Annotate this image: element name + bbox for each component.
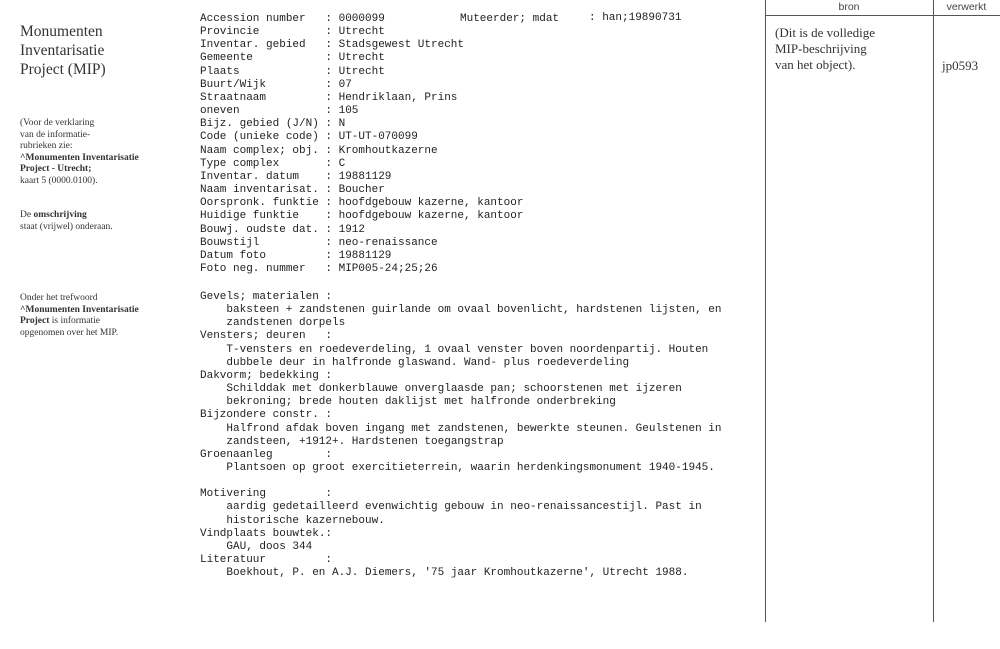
section-line: bekroning; brede houten daklijst met halfronde onderbreking (226, 396, 616, 409)
field-row (200, 197, 523, 210)
bron-header: bron (838, 1, 860, 13)
field-colon: : (325, 26, 333, 39)
field-row (200, 237, 523, 250)
field-value: C (338, 157, 346, 170)
field-colon: : (325, 210, 333, 223)
verwerkt-code: jp0593 (942, 58, 979, 73)
field-colon: : (325, 65, 333, 78)
field-label: Straatnaam (200, 91, 267, 104)
section-line: Boekhout, P. en A.J. Diemers, '75 jaar Kromhoutkazerne', Utrecht 1988. (226, 567, 689, 580)
field-colon: : (325, 197, 333, 210)
field-row (200, 158, 523, 171)
note-line: kaart 5 (0000.0100). (20, 175, 98, 186)
note-bold: omschrijving (33, 210, 87, 220)
section-heading: Groenaanleg : (200, 448, 333, 461)
section-line: Halfrond afdak boven ingang met zandstenen, bewerkte steunen. Geulstenen in (226, 422, 722, 435)
field-value: hoofdgebouw kazerne, kantoor (338, 197, 524, 210)
field-colon: : (325, 144, 333, 157)
note-line: Onder het trefwoord (20, 293, 98, 303)
field-value: Utrecht (338, 26, 385, 39)
note-text: is informatie (49, 316, 101, 326)
section-line: T-vensters en roedeverdeling, 1 ovaal venster boven noordenpartij. Houten (226, 343, 709, 356)
section-line: baksteen + zandstenen guirlande om ovaal bovenlicht, hardstenen lijsten, en (226, 304, 722, 317)
field-value: 105 (338, 105, 359, 118)
field-value: Kromhoutkazerne (338, 144, 438, 157)
field-label: Datum foto (200, 249, 267, 262)
field-value: 1912 (338, 223, 365, 236)
field-row (200, 263, 523, 276)
description (200, 291, 721, 580)
bron-text (775, 25, 875, 73)
column-divider (765, 0, 766, 622)
field-row (200, 79, 523, 92)
field-value: Boucher (338, 184, 385, 197)
field-label: Gemeente (200, 52, 253, 65)
section-heading: Bijzondere constr. : (200, 409, 333, 422)
field-row (200, 66, 523, 79)
section-line: Schilddak met donkerblauwe onverglaasde pan; schoorstenen met ijzeren (226, 383, 682, 396)
field-label: Huidige funktie (200, 210, 300, 223)
field-value: 07 (338, 78, 352, 91)
field-label: Inventar. gebied (200, 39, 306, 52)
field-label: Plaats (200, 65, 240, 78)
field-value: MIP005-24;25;26 (338, 262, 438, 275)
field-label: Inventar. datum (200, 170, 300, 183)
field-row (200, 52, 523, 65)
field-label: Bijz. gebied (J/N) (200, 118, 319, 131)
field-row (200, 171, 523, 184)
bron-line: MIP-beschrijving (775, 41, 867, 56)
note-line: ^Monumenten Inventarisatie (20, 304, 139, 315)
field-row (200, 26, 523, 39)
field-value: Utrecht (338, 65, 385, 78)
field-label: Accession number (200, 13, 306, 25)
field-label: Bouwj. oudste dat. (200, 223, 319, 236)
section-line: zandstenen dorpels (226, 317, 346, 330)
field-colon: : (325, 105, 333, 118)
field-value: 0000099 (338, 13, 385, 25)
column-divider (933, 0, 934, 622)
field-colon: : (325, 91, 333, 104)
note-keyword (20, 293, 139, 339)
section-line: dubbele deur in halfronde glaswand. Wand- plus roedeverdeling (226, 356, 630, 369)
muteerder-value: : han;19890731 (589, 12, 682, 24)
field-row (200, 39, 523, 52)
field-row (200, 224, 523, 237)
section-line: GAU, doos 344 (226, 540, 313, 553)
muteerder-label: Muteerder; mdat (460, 13, 560, 25)
record-fields (200, 13, 523, 276)
section-line: zandsteen, +1912+. Hardstenen toegangstrap (226, 435, 504, 448)
section-heading: Literatuur : (200, 553, 333, 566)
section-line: aardig gedetailleerd evenwichtig gebouw in neo-renaissancestijl. Past in (226, 501, 702, 514)
field-colon: : (325, 52, 333, 65)
field-row (200, 250, 523, 263)
field-colon: : (325, 236, 333, 249)
field-row (200, 118, 523, 131)
header-divider (765, 15, 1000, 16)
section-line: Plantsoen op groot exercitieterrein, waarin herdenkingsmonument 1940-1945. (226, 462, 715, 475)
field-value: neo-renaissance (338, 236, 438, 249)
field-colon: : (325, 262, 333, 275)
field-row (200, 210, 523, 223)
field-value: N (338, 118, 346, 131)
note-line: van de informatie- (20, 129, 91, 140)
field-value: Utrecht (338, 52, 385, 65)
field-label: Provincie (200, 26, 260, 39)
field-label: Buurt/Wijk (200, 78, 267, 91)
field-value: hoofdgebouw kazerne, kantoor (338, 210, 524, 223)
title-line: Project (MIP) (20, 61, 106, 78)
field-row (200, 105, 523, 118)
section-heading: Vensters; deuren : (200, 330, 333, 343)
note-text: De (20, 210, 34, 220)
verwerkt-header: verwerkt (946, 1, 987, 13)
field-colon: : (325, 249, 333, 262)
field-value: 19881129 (338, 249, 392, 262)
field-label: Type complex (200, 157, 280, 170)
field-label: Foto neg. nummer (200, 262, 306, 275)
field-row (200, 145, 523, 158)
field-label: Code (unieke code) (200, 131, 319, 144)
field-colon: : (325, 170, 333, 183)
field-colon: : (325, 118, 333, 131)
note-line: rubrieken zie: (20, 141, 73, 151)
page-title (20, 22, 106, 79)
bron-line: van het object). (775, 57, 856, 72)
field-colon: : (325, 131, 333, 144)
field-colon: : (325, 157, 333, 170)
section-line: historische kazernebouw. (226, 514, 385, 527)
field-label: Naam complex; obj. (200, 144, 319, 157)
field-value: UT-UT-070099 (338, 131, 418, 144)
field-colon: : (325, 184, 333, 197)
title-line: Inventarisatie (20, 42, 105, 59)
bron-line: (Dit is de volledige (775, 25, 876, 40)
field-label: Naam inventarisat. (200, 184, 319, 197)
field-label: oneven (200, 105, 240, 118)
field-colon: : (325, 13, 333, 25)
note-reference (20, 118, 139, 187)
note-line: ^Monumenten Inventarisatie (20, 152, 139, 163)
field-value: Stadsgewest Utrecht (338, 39, 465, 52)
field-row (200, 92, 523, 105)
note-line: staat (vrijwel) onderaan. (20, 221, 113, 232)
field-row (200, 184, 523, 197)
field-colon: : (325, 78, 333, 91)
section-heading: Vindplaats bouwtek.: (200, 527, 333, 540)
field-label: Bouwstijl (200, 236, 260, 249)
note-line: opgenomen over het MIP. (20, 327, 119, 338)
section-heading: Motivering : (200, 488, 333, 501)
field-label: Oorspronk. funktie (200, 197, 319, 210)
field-value: Hendriklaan, Prins (338, 91, 458, 104)
field-row (200, 131, 523, 144)
field-colon: : (325, 39, 333, 52)
title-line: Monumenten (20, 23, 103, 40)
note-bold: Project (20, 316, 50, 326)
section-heading: Gevels; materialen : (200, 291, 333, 303)
note-line: Project - Utrecht; (20, 164, 92, 174)
field-colon: : (325, 223, 333, 236)
note-line: (Voor de verklaring (20, 118, 95, 128)
note-description (20, 210, 113, 233)
field-value: 19881129 (338, 170, 392, 183)
section-heading: Dakvorm; bedekking : (200, 369, 333, 382)
